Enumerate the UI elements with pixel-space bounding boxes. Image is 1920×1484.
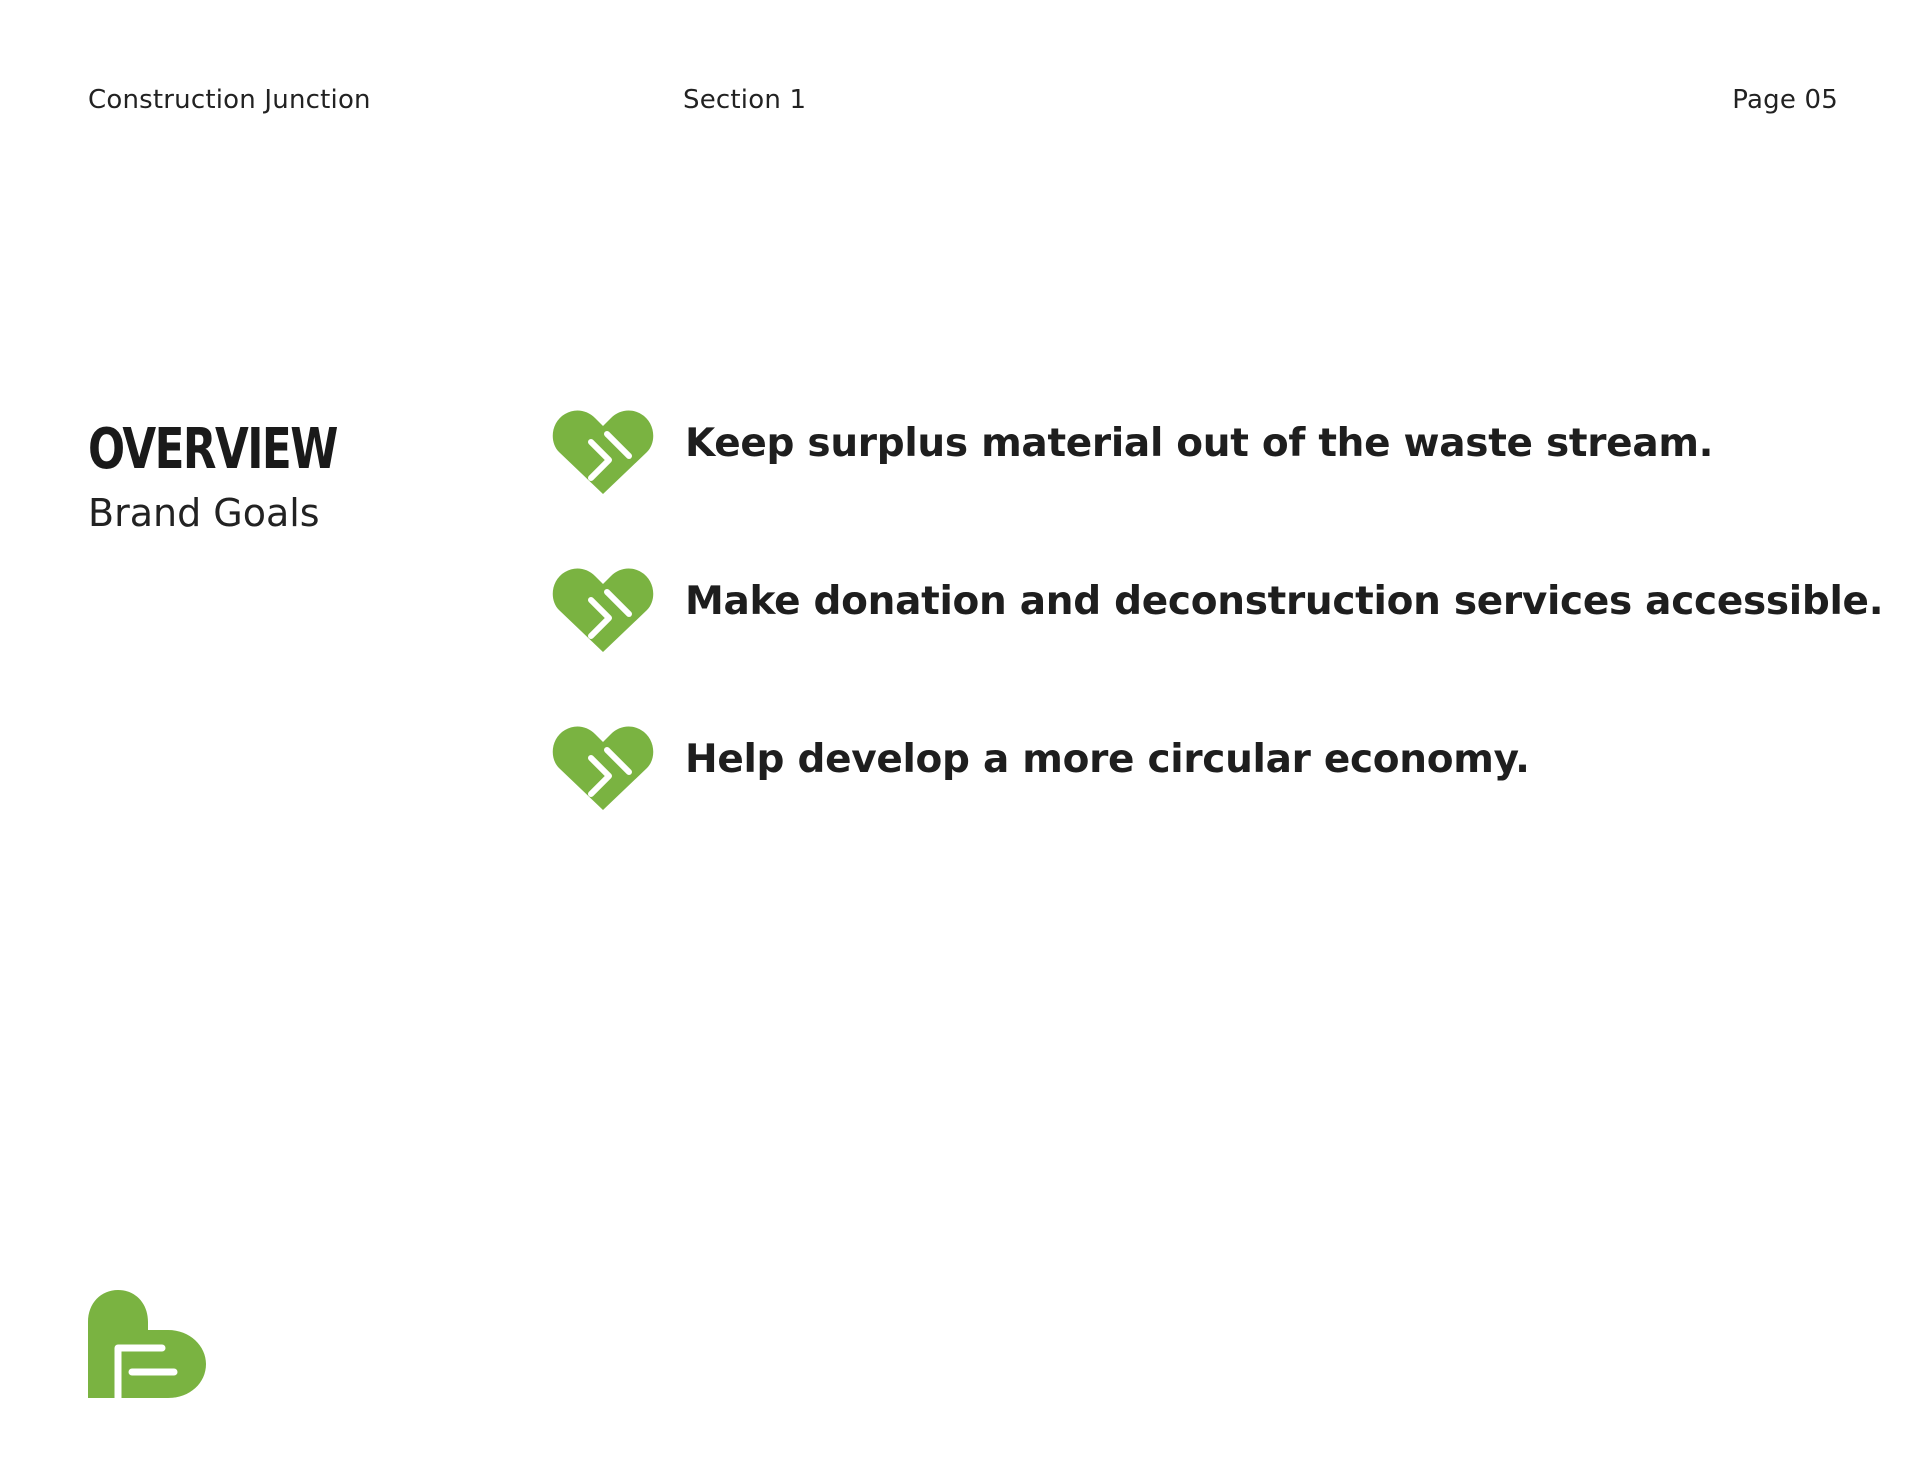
section-subtitle: Brand Goals: [88, 491, 320, 535]
header-section-label: Section 1: [683, 85, 807, 115]
heart-icon: [551, 408, 655, 496]
construction-junction-logo-icon: [86, 1288, 208, 1400]
heart-icon: [551, 566, 655, 654]
goal-item: [551, 408, 1851, 566]
brand-goals-list: [551, 408, 1884, 882]
goal-item: [551, 724, 1851, 882]
heart-icon: [551, 724, 655, 812]
header-brand-name: Construction Junction: [88, 85, 371, 115]
goal-text: Make donation and deconstruction services accessible.: [685, 579, 1884, 624]
section-title: OVERVIEW: [88, 417, 337, 482]
goal-text: Keep surplus material out of the waste stream.: [685, 421, 1714, 466]
header-page-number: Page 05: [1732, 85, 1838, 115]
goal-text: Help develop a more circular economy.: [685, 737, 1530, 782]
goal-item: [551, 566, 1884, 724]
